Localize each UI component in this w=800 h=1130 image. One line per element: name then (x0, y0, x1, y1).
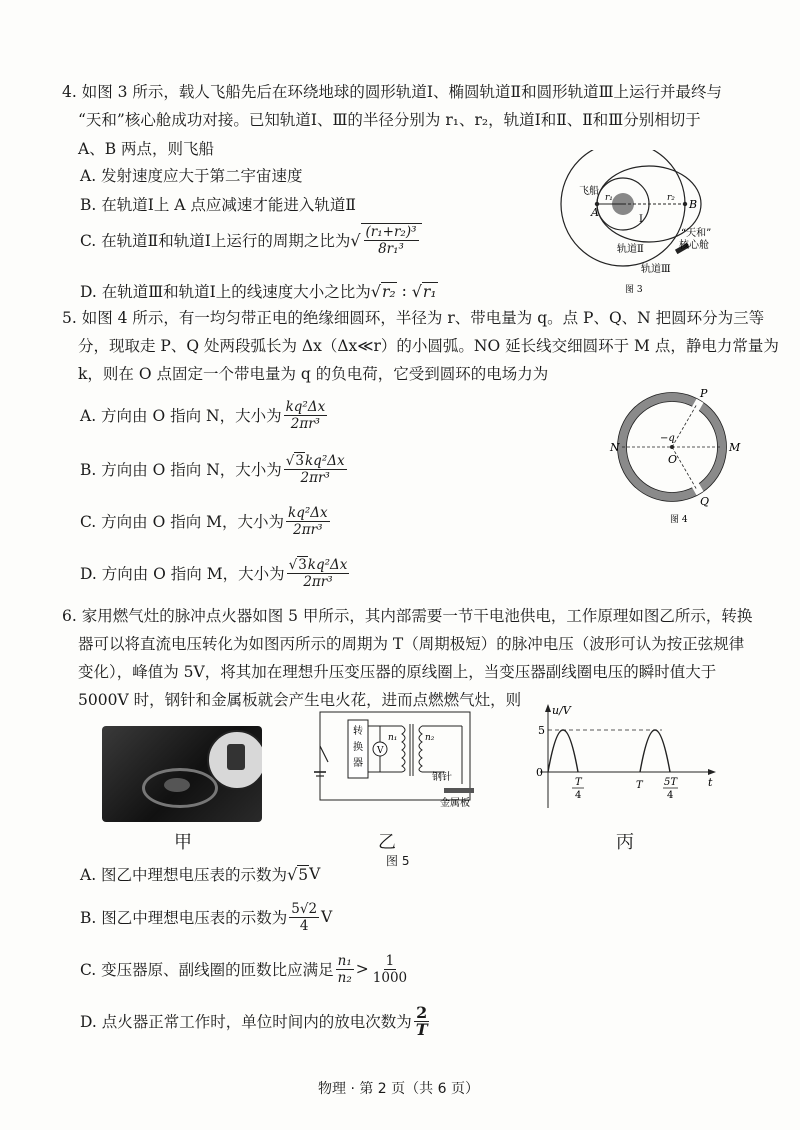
q4-option-a: A. 发射速度应大于第二宇宙速度 (80, 167, 303, 185)
q6-option-b-fraction (289, 901, 319, 934)
primary-coil (402, 726, 405, 772)
q6-option-c-bound (371, 953, 409, 986)
switch-icon (320, 746, 328, 762)
fig5-tick-T: T (636, 780, 643, 791)
q5-option-d-num: √3kq²Δx (288, 557, 348, 573)
fig3-label-r2: r₂ (667, 193, 675, 203)
q4-option-d-r1: r₁ (422, 282, 437, 301)
q6-option-a-radicand: 5 (298, 865, 309, 884)
fig5-label-V: V (377, 746, 384, 756)
fig3-label-B: B (689, 198, 698, 211)
fig3-label-A: A (591, 206, 599, 219)
q6-option-b-den: 4 (299, 917, 309, 934)
fig5-waveform (530, 700, 720, 812)
fig4-caption: 图 4 (670, 515, 688, 525)
q6-option-b-num: 5√2 (291, 900, 318, 917)
page-footer: 物理 · 第 2 页（共 6 页） (318, 1081, 479, 1097)
q5-option-c-num: kq²Δx (288, 504, 328, 521)
pulse-1 (548, 730, 578, 772)
fig3-caption: 图 3 (625, 285, 643, 295)
q6-stem-line2: 器可以将直流电压转化为如图丙所示的周期为 T（周期极短）的脉冲电压（波形可认为按正弦规律 (78, 635, 745, 653)
sqrt-symbol: √ (350, 230, 361, 250)
q6-option-d-num: 2 (416, 1002, 428, 1022)
q5-option-c-text: C. 方向由 O 指向 M，大小为 (80, 513, 285, 531)
q4-option-c-radicand (361, 223, 422, 257)
q6-option-a-unit: V (309, 865, 321, 883)
q4-option-c-den: 8r₁³ (378, 241, 404, 257)
q5-option-d-text: D. 方向由 O 指向 M，大小为 (80, 565, 285, 583)
q6-option-c-gt: > (355, 960, 369, 978)
fig5-label-needle: 钢针 (432, 772, 452, 783)
fig5-tick-5T4-den: 4 (667, 790, 674, 801)
fig5-tick-5: 5 (538, 724, 545, 737)
fig5-tick-T4-den: 4 (575, 790, 582, 801)
q5-option-c (80, 500, 332, 542)
figure-3-orbits (555, 150, 715, 298)
q6-option-b-unit: V (321, 908, 333, 926)
fig5-tick-0: 0 (536, 766, 543, 779)
fig4-label-P: P (700, 387, 708, 400)
fig3-label-tianhe: “天和” (681, 228, 712, 239)
q6-option-c-num1: n₁ (337, 952, 352, 969)
q4-option-d: D. 在轨道Ⅲ和轨道Ⅰ上的线速度大小之比为 √ r₂ : √ r₁ (80, 281, 437, 301)
fig3-label-I: Ⅰ (639, 214, 643, 225)
q6-option-c-den2: 1000 (372, 969, 408, 986)
metal-plate (444, 788, 474, 793)
fig5-tick-T4-num: T (575, 777, 582, 788)
q6-option-b (80, 896, 332, 938)
q4-stem-line2: “天和”核心舱成功对接。已知轨道Ⅰ、Ⅲ的半径分别为 r₁、r₂，轨道Ⅰ和Ⅱ、Ⅱ和Ⅲ分别相切于 (78, 111, 701, 129)
q4-option-b: B. 在轨道Ⅰ上 A 点应减速才能进入轨道Ⅱ (80, 196, 356, 214)
q5-option-b-fraction (284, 452, 347, 486)
q6-option-d (80, 1000, 432, 1042)
q6-option-c-num2: 1 (385, 952, 395, 969)
q4-option-c-text: C. 在轨道Ⅱ和轨道Ⅰ上运行的周期之比为 (80, 232, 351, 250)
q5-option-d (80, 552, 351, 594)
q5-stem-line1: 5. 如图 4 所示，有一均匀带正电的绝缘细圆环，半径为 r、带电量为 q。点 P、Q、N 把圆环分为三等 (62, 309, 765, 327)
q6-option-c (80, 948, 411, 990)
q5-option-b (80, 448, 349, 490)
q5-option-a-fraction (284, 399, 328, 432)
q4-stem-line1: 4. 如图 3 所示，载人飞船先后在环绕地球的圆形轨道Ⅰ、椭圆轨道Ⅱ和圆形轨道Ⅲ上运行并最终与 (62, 83, 723, 101)
q5-option-b-text: B. 方向由 O 指向 N，大小为 (80, 461, 282, 479)
q5-option-a-den: 2πr³ (290, 415, 321, 432)
q4-option-c-fraction (364, 224, 419, 257)
fig5-label-bing: 丙 (616, 832, 634, 853)
fig5-converter-3: 器 (353, 758, 363, 769)
fig3-label-module: 核心舱 (679, 240, 709, 251)
q4-option-c-num: (r₁+r₂)³ (365, 224, 417, 240)
q5-option-c-den: 2πr³ (293, 521, 323, 538)
q6-stem-line4: 5000V 时，钢针和金属板就会产生电火花，进而点燃燃气灶，则 (78, 691, 522, 709)
fig5-label-jia: 甲 (174, 832, 192, 853)
fig5-axis-u: u/V (552, 704, 571, 717)
q6-stem-line3: 变化），峰值为 5V，将其加在理想升压变压器的原线圈上，当变压器副线圈电压的瞬时值大于 (78, 663, 717, 681)
q5-option-b-num: √3kq²Δx (285, 453, 345, 469)
fig3-label-r1: r₁ (605, 193, 613, 203)
fig4-label-M: M (729, 441, 741, 454)
q6-option-d-den: T (415, 1019, 428, 1039)
fig5-converter-2: 换 (353, 742, 363, 753)
fig5-label-plate: 金属板 (440, 798, 470, 809)
fig3-label-II: 轨道Ⅱ (617, 244, 644, 255)
igniter-inset (207, 730, 262, 790)
q6-option-b-text: B. 图乙中理想电压表的示数为 (80, 909, 288, 927)
q6-option-d-text: D. 点火器正常工作时，单位时间内的放电次数为 (80, 1013, 412, 1031)
fig5-circuit (302, 706, 498, 824)
fig4-label-charge: −q (660, 433, 675, 444)
q5-stem-line3: k，则在 O 点固定一个带电量为 q 的负电荷，它受到圆环的电场力为 (78, 365, 549, 383)
q5-stem-line2: 分，现取走 P、Q 处两段弧长为 Δx（Δx≪r）的小圆弧。NO 延长线交细圆环于 M 点，静电力常量为 (78, 337, 779, 355)
q6-option-c-text: C. 变压器原、副线圈的匝数比应满足 (80, 961, 334, 979)
q5-option-a-text: A. 方向由 O 指向 N，大小为 (80, 407, 282, 425)
q6-option-d-fraction (414, 1002, 430, 1039)
q6-stem-line1: 6. 家用燃气灶的脉冲点火器如图 5 甲所示，其内部需要一节干电池供电，工作原理如图乙所示，转换 (62, 607, 753, 625)
q5-option-b-den: 2πr³ (300, 470, 330, 486)
q4-option-d-sep: : (396, 282, 412, 300)
secondary-coil (419, 726, 422, 772)
figure-4-ring (608, 385, 748, 525)
fig4-label-N: N (610, 441, 620, 454)
fig3-label-III: 轨道Ⅲ (641, 264, 671, 275)
q5-option-a-num: kq²Δx (285, 398, 326, 415)
q5-option-c-fraction (286, 505, 330, 538)
q5-option-d-fraction (287, 556, 350, 590)
q6-option-a: A. 图乙中理想电压表的示数为 √ 5 V (80, 864, 321, 884)
fig5-label-n1: n₁ (388, 733, 398, 743)
q6-option-a-text: A. 图乙中理想电压表的示数为 (80, 866, 288, 884)
fig5-photo-stove (102, 726, 262, 822)
fig5-caption: 图 5 (386, 854, 410, 868)
fig5-label-n2: n₂ (425, 733, 435, 743)
q5-option-a (80, 394, 329, 436)
q6-option-c-ratio (336, 953, 354, 986)
q4-option-d-r2: r₂ (382, 282, 396, 301)
q4-option-c (80, 220, 422, 260)
fig5-tick-5T4-num: 5T (664, 777, 678, 788)
q6-option-c-den1: n₂ (337, 969, 352, 986)
fig5-converter-1: 转 (353, 726, 363, 737)
fig3-label-ship: 飞船 (579, 186, 599, 197)
fig5-axis-t: t (708, 776, 713, 789)
q5-option-d-den: 2πr³ (303, 574, 333, 590)
fig4-label-O: O (668, 453, 678, 466)
fig5-label-yi: 乙 (378, 832, 396, 853)
fig4-label-Q: Q (700, 495, 710, 508)
q4-option-d-text: D. 在轨道Ⅲ和轨道Ⅰ上的线速度大小之比为 (80, 283, 371, 301)
pulse-2 (640, 730, 670, 772)
q4-stem-line3: A、B 两点，则飞船 (78, 140, 215, 158)
